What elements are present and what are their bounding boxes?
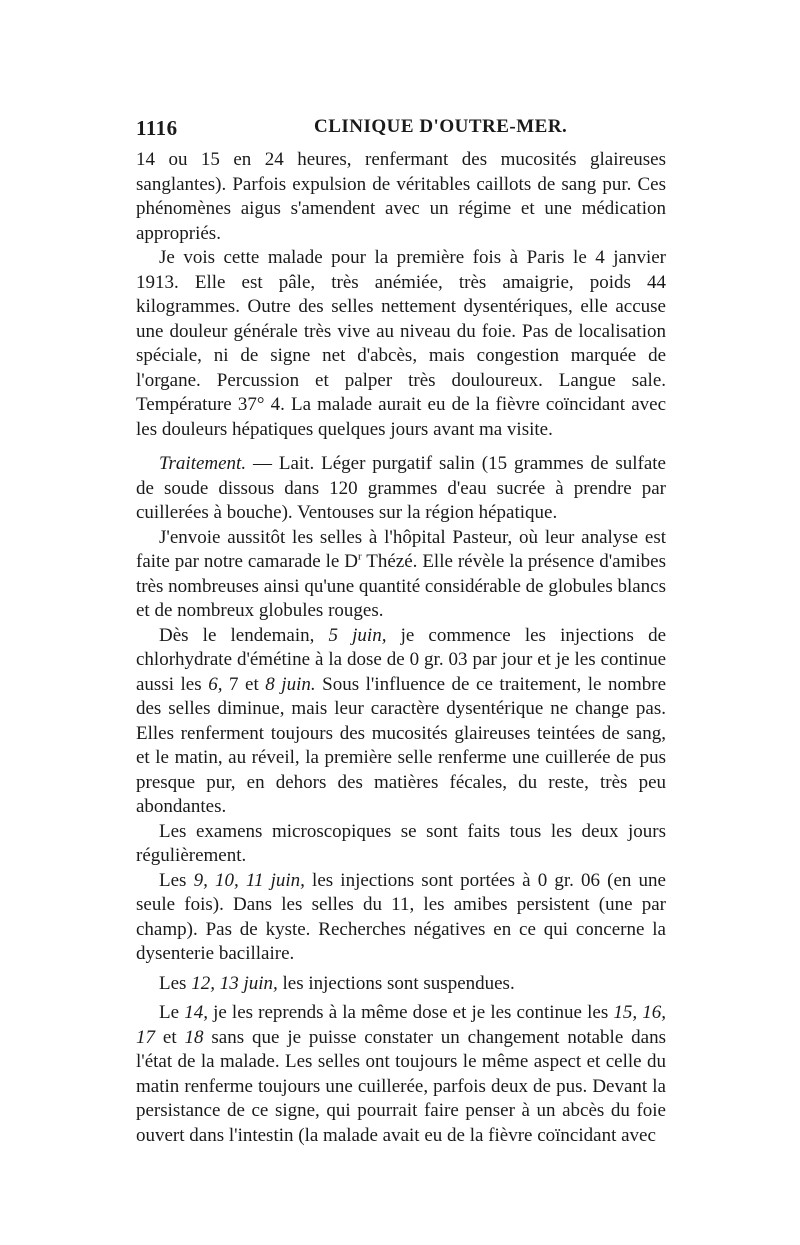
- treatment-text: — Lait. Léger purgatif salin (15 grammes de sulfate de soude dissous dans 120 grammes d'eau sucrée à prendre par cuillerées à bouche). Ventouses sur la région hépatique.: [136, 453, 666, 523]
- paragraph-2: Je vois cette malade pour la première fois à Paris le 4 janvier 1913. Elle est pâle, très anémiée, très amaigrie, poids 44 kilogrammes. Outre des selles nettement dysentériques, elle accuse une douleur générale très vive au niveau du foie. Pas de localisation spéciale, ni de signe net d'abcès, mais congestion marquée de l'organe. Percussion et palper très douloureux. Langue sale. Température 37° 4. La malade aurait eu de la fièvre coïncidant avec les douleurs hépatiques quelques jours avant ma visite.: [136, 247, 666, 440]
- text-run: je commence les injections de chlorhydrate d'émétine à la dose de 0 gr. 03 par jour et je les continue aussi les: [136, 624, 667, 695]
- paragraph-5: [136, 624, 666, 820]
- italic-date: 5 juin,: [328, 624, 387, 646]
- paragraph-7: [136, 869, 666, 967]
- text-run: sans que je puisse constater un changement notable dans l'état de la malade. Les selles ont toujours le même aspect et celle du matin renferme toujours une cuillerée, parfois deux de pus. Devant la persistance de ce signe, qui pourrait faire penser à un abcès du foie ouvert dans l'intestin (la malade avait eu de la fièvre coïncidant avec: [136, 1026, 666, 1146]
- text-run: 7 et: [222, 673, 266, 695]
- text-run: Sous l'influence de ce traitement, le nombre des selles diminue, mais leur caractère dysentérique ne change pas. Elles renferment toujours des mucosités glaireuses teintées de sang, et le matin, au réveil, la première selle renferme une cuillerée de pus presque pur, en dehors des matières fécales, du reste, très peu abondantes.: [136, 673, 667, 817]
- paragraph-3: [136, 452, 666, 526]
- page-header: [136, 116, 664, 144]
- italic-date: 12, 13 juin,: [191, 972, 278, 994]
- paragraph-1: 14 ou 15 en 24 heures, renfermant des mucosités glaireuses sanglantes). Parfois expulsion de véritables caillots de sang pur. Ces phénomènes aigus s'amendent avec un régime et une médication appropriés.: [136, 149, 666, 244]
- text-run: Les: [159, 972, 192, 994]
- superscript: r: [357, 550, 362, 563]
- text-run: les injections sont portées à 0 gr. 06 (en une seule fois). Dans les selles du 11, les amibes persistent (une par champ). Pas de kyste. Recherches négatives en ce qui concerne la dysenterie bacillaire.: [136, 869, 666, 964]
- text-run: Les: [159, 869, 194, 891]
- text-run: Thézé. Elle révèle la présence d'amibes très nombreuses ainsi qu'une quantité considérable de globules blancs et de nombreux globules rouges.: [136, 551, 667, 621]
- paragraph-8: [136, 972, 666, 997]
- text-run: les injections sont suspendues.: [277, 972, 515, 994]
- page-number: 1116: [136, 116, 178, 140]
- treatment-label: Traitement.: [159, 453, 247, 474]
- paragraph-4: [136, 526, 666, 624]
- italic-date: 14,: [184, 1002, 208, 1023]
- paragraph-6: Les examens microscopiques se sont faits tous les deux jours régulièrement.: [136, 820, 666, 866]
- italic-date: 8 juin.: [265, 673, 316, 695]
- text-run: J'envoie aussitôt les selles à l'hôpital Pasteur, où leur analyse est faite par notre camarade le D: [136, 526, 666, 572]
- paragraph-9: [136, 1001, 666, 1148]
- text-run: je les reprends à la même dose et je les continue les: [207, 1002, 614, 1023]
- italic-date: 9, 10, 11 juin,: [193, 869, 305, 891]
- italic-date: 15, 16,: [613, 1002, 666, 1023]
- body-text: [136, 148, 666, 1148]
- text-run: Le: [159, 1002, 185, 1023]
- text-run: et: [155, 1026, 185, 1048]
- italic-date: 18: [184, 1026, 204, 1048]
- text-run: Dès le lendemain,: [159, 624, 329, 646]
- running-head: CLINIQUE D'OUTRE-MER.: [314, 116, 568, 137]
- italic-date: 6,: [208, 673, 223, 695]
- italic-date: 17: [136, 1026, 155, 1048]
